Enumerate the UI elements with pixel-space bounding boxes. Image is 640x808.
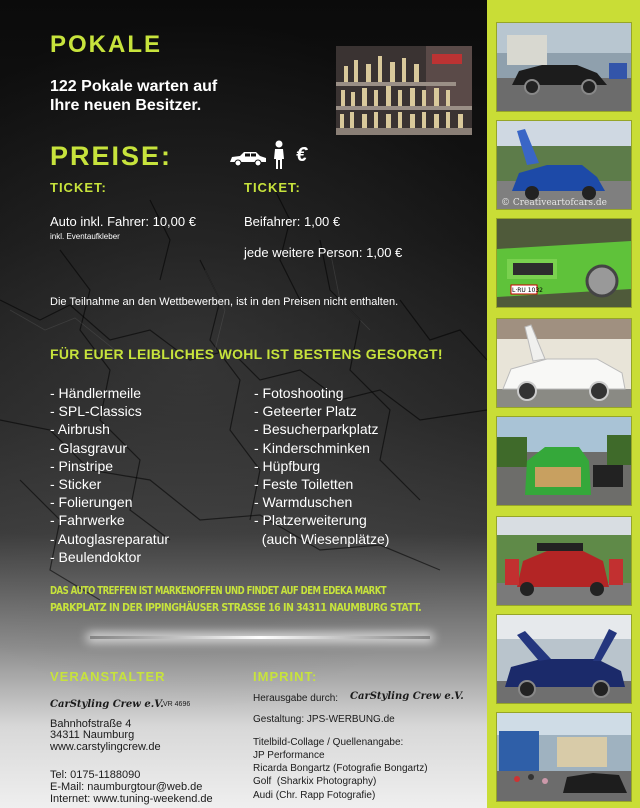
beifahrer-price: Beifahrer: 1,00 € <box>244 214 341 229</box>
location-line1: DAS AUTO TREFFEN IST MARKENOFFEN UND FINDET AUF DEM EDEKA MARKT <box>50 584 387 597</box>
titelbild-label: Titelbild-Collage / Quellenangabe: <box>253 737 404 748</box>
car-icon <box>228 150 268 173</box>
euro-icon: € <box>296 144 308 166</box>
photo-green-hatchback <box>496 416 632 506</box>
watermark-text: © Creativeartofcars.de <box>501 198 607 208</box>
org-website-link[interactable]: www.carstylingcrew.de <box>50 741 161 753</box>
list-item: - Besucherparkplatz <box>254 421 379 438</box>
wohl-title: FÜR EUER LEIBLICHES WOHL IST BESTENS GESORGT! <box>50 346 443 362</box>
list-item: - Platzerweiterung <box>254 512 367 529</box>
org-name: CarStyling Crew e.V. <box>50 699 164 710</box>
list-item: - Pinstripe <box>50 457 114 474</box>
list-item: - Händlermeile <box>50 385 142 401</box>
credit-item: Ricarda Bongartz (Fotografie Bongartz) <box>253 763 428 774</box>
imprint-title: IMPRINT: <box>253 669 318 684</box>
trophy-photo <box>336 46 472 135</box>
gestaltung: Gestaltung: JPS-WERBUNG.de <box>253 714 395 725</box>
list-item: - Airbrush <box>50 421 110 438</box>
list-item: - Beulendoktor <box>50 548 142 565</box>
herausgabe-name: CarStyling Crew e.V. <box>350 691 464 702</box>
list-item: - Fotoshooting <box>254 385 344 401</box>
auto-price: Auto inkl. Fahrer: 10,00 € <box>50 214 196 229</box>
pokale-text-line2: Ihre neuen Besitzer. <box>50 97 202 114</box>
preise-notice: Die Teilnahme an den Wettbewerben, ist in den Preisen nicht enthalten. <box>50 296 399 308</box>
pokale-text-line1: 122 Pokale warten auf <box>50 78 218 95</box>
herausgabe-label: Herausgabe durch: <box>253 693 339 704</box>
preise-title: PREISE: <box>50 141 173 171</box>
license-plate: L·RU 1032 <box>512 287 543 294</box>
photo-street-event <box>496 712 632 802</box>
org-registry: VR 4696 <box>163 701 191 708</box>
list-item: - Folierungen <box>50 494 133 511</box>
org-street: Bahnhofstraße 4 <box>50 718 132 730</box>
list-item: - Hüpfburg <box>254 457 321 474</box>
credit-item: JP Performance <box>253 750 325 761</box>
list-item: - Warmduschen <box>254 494 353 511</box>
auto-price-note: inkl. Eventaufkleber <box>50 232 120 241</box>
list-item: - Kinderschminken <box>254 439 370 456</box>
list-item: (auch Wiesenplätze) <box>254 530 390 547</box>
list-item: - Feste Toiletten <box>254 476 354 493</box>
org-email-link[interactable]: E-Mail: naumburgtour@web.de <box>50 781 203 793</box>
location-line2: PARKPLATZ IN DER IPPINGHÄUSER STRASSE 16 IN 34311 NAUMBURG STATT. <box>50 601 422 614</box>
photo-lambo-doors-car <box>496 614 632 704</box>
org-city: 34311 Naumburg <box>50 729 135 741</box>
list-item: - Sticker <box>50 476 102 493</box>
ticket-right-label: TICKET: <box>244 180 301 195</box>
light-flare <box>90 636 430 639</box>
veranstalter-title: VERANSTALTER <box>50 669 166 684</box>
ticket-left-label: TICKET: <box>50 180 107 195</box>
org-internet-link[interactable]: Internet: www.tuning-weekend.de <box>50 793 213 805</box>
photo-white-car <box>496 318 632 408</box>
org-phone: Tel: 0175-1188090 <box>50 769 141 781</box>
weitere-person-price: jede weitere Person: 1,00 € <box>244 245 403 260</box>
photo-blue-car <box>496 120 632 210</box>
photo-black-car <box>496 22 632 112</box>
list-item: - Geteerter Platz <box>254 403 357 420</box>
trophy-shelves-image <box>336 46 472 135</box>
person-icon <box>272 140 286 175</box>
services-list-left <box>50 384 169 566</box>
photo-red-car <box>496 516 632 606</box>
list-item: - SPL-Classics <box>50 403 142 420</box>
list-item: - Glasgravur <box>50 439 128 456</box>
credit-item: Audi (Chr. Rapp Fotografie) <box>253 790 376 801</box>
list-item: - Autoglasreparatur <box>50 530 170 547</box>
list-item: - Fahrwerke <box>50 512 125 529</box>
pokale-title: POKALE <box>50 31 163 58</box>
photo-green-car <box>496 218 632 308</box>
credit-item: Golf (Sharkix Photography) <box>253 776 377 787</box>
services-list-right <box>254 384 389 548</box>
